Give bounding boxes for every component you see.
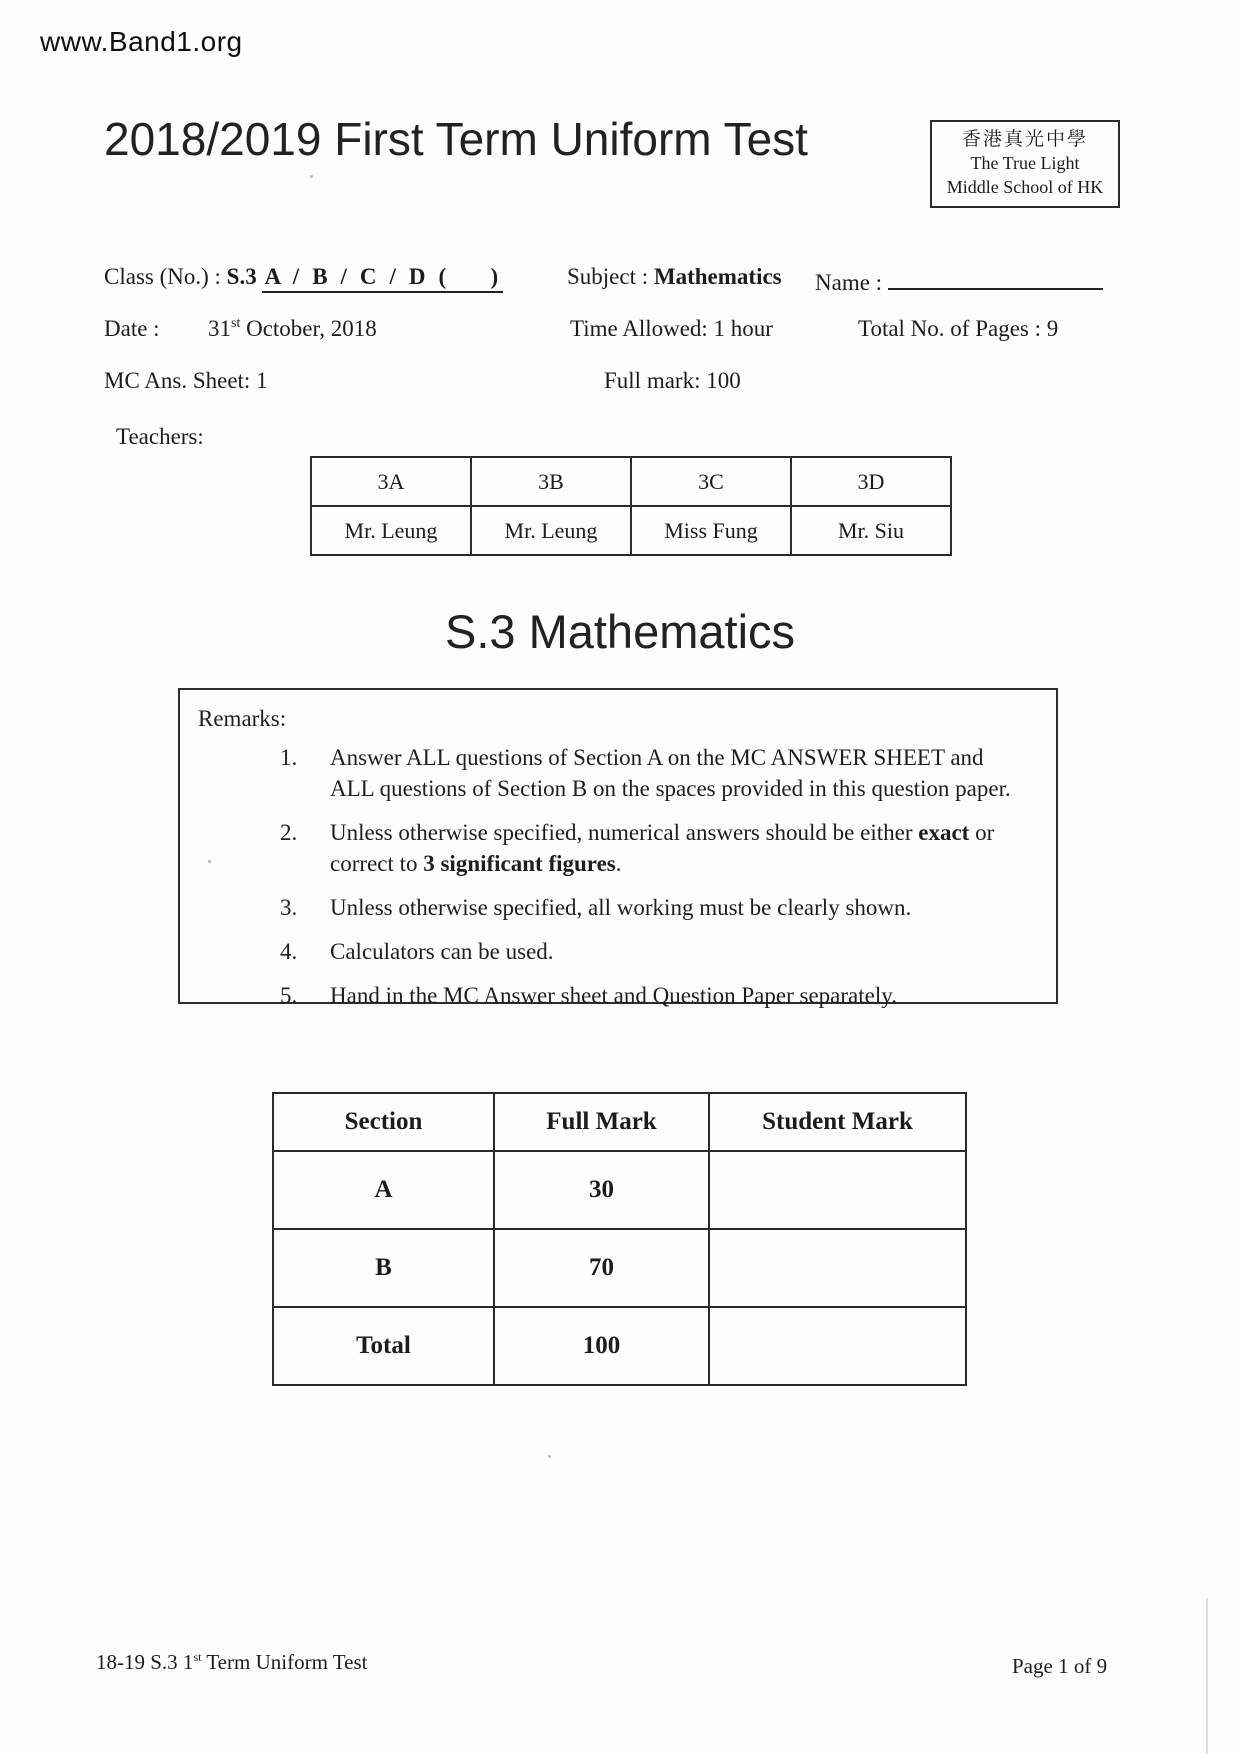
remark-item-3 — [198, 892, 1038, 923]
teachers-name-row — [311, 506, 951, 555]
class-options: A / B / C / D ( ) — [262, 264, 502, 293]
marks-row-b — [273, 1229, 966, 1307]
marks-header-section: Section — [273, 1093, 494, 1151]
remark-number: 4. — [280, 939, 298, 964]
remark-2-text: or — [969, 820, 995, 845]
marks-header-student-mark: Student Mark — [709, 1093, 966, 1151]
name-field — [815, 264, 1103, 296]
remark-2-text: Unless otherwise specified, numerical answers should be either — [330, 820, 919, 845]
remarks-box — [178, 688, 1058, 1008]
subject-field — [567, 264, 782, 290]
teachers-table — [310, 456, 952, 556]
marks-table — [272, 1092, 967, 1386]
remark-item-2 — [198, 817, 1038, 879]
marks-section-total: Total — [273, 1307, 494, 1385]
teacher-class-3c: 3C — [631, 457, 791, 506]
remark-2-text: correct to — [330, 851, 424, 876]
school-name-line2: The True Light — [970, 153, 1080, 174]
remark-2-text: . — [615, 851, 622, 876]
marks-section-b: B — [273, 1229, 494, 1307]
teacher-class-3a: 3A — [311, 457, 471, 506]
remark-text: Unless otherwise specified, all working must be clearly shown. — [330, 895, 912, 920]
teachers-label: Teachers: — [116, 424, 204, 449]
marks-student-total — [709, 1307, 966, 1385]
subject-value: Mathematics — [653, 264, 782, 289]
page-title: 2018/2019 First Term Uniform Test — [104, 113, 808, 165]
remark-text — [330, 742, 1038, 804]
scan-artifact-line — [1206, 1598, 1208, 1754]
footer-page-number: Page 1 of 9 — [1012, 1654, 1108, 1678]
scan-artifact-speck — [310, 175, 313, 178]
name-label: Name : — [815, 270, 888, 295]
marks-full-b: 70 — [494, 1229, 709, 1307]
scan-artifact-speck — [548, 1455, 551, 1458]
remark-item-4 — [198, 936, 1038, 967]
class-field — [104, 264, 503, 293]
class-label: Class (No.) : — [104, 264, 227, 289]
marks-row-a — [273, 1151, 966, 1229]
teacher-name-3c: Miss Fung — [631, 506, 791, 555]
teacher-name-3b: Mr. Leung — [471, 506, 631, 555]
total-pages: Total No. of Pages : 9 — [858, 316, 1059, 341]
date-label: Date : — [104, 316, 160, 341]
remarks-label: Remarks: — [198, 706, 287, 731]
name-blank-line — [888, 264, 1103, 290]
remark-1-line-1: Answer ALL questions of Section A on the MC ANSWER SHEET and — [330, 745, 984, 770]
class-level: S.3 — [226, 264, 257, 289]
teacher-name-3d: Mr. Siu — [791, 506, 951, 555]
remark-number: 2. — [280, 820, 298, 845]
marks-full-a: 30 — [494, 1151, 709, 1229]
remark-2-bold-sigfig: 3 significant figures — [423, 851, 616, 876]
school-stamp — [930, 120, 1120, 208]
footer-left-text: 18-19 S.3 1 — [96, 1650, 194, 1674]
remark-text — [330, 817, 1038, 879]
footer-left-suffix: Term Uniform Test — [201, 1650, 368, 1674]
date-value — [208, 316, 377, 342]
remark-2-bold-exact: exact — [918, 820, 970, 845]
remark-item-1 — [198, 742, 1038, 804]
remark-number: 5. — [280, 983, 298, 1008]
date-rest: October, 2018 — [240, 316, 377, 341]
site-watermark: www.Band1.org — [40, 26, 243, 57]
school-name-chinese: 香港真光中學 — [961, 129, 1088, 150]
marks-row-total — [273, 1307, 966, 1385]
remark-text: Calculators can be used. — [330, 939, 554, 964]
marks-student-b — [709, 1229, 966, 1307]
subject-label: Subject : — [567, 264, 654, 289]
section-title: S.3 Mathematics — [444, 605, 796, 658]
teacher-name-3a: Mr. Leung — [311, 506, 471, 555]
remark-1-line-2: ALL questions of Section B on the spaces provided in this question paper. — [330, 776, 1011, 801]
marks-student-a — [709, 1151, 966, 1229]
teacher-class-3b: 3B — [471, 457, 631, 506]
marks-full-total: 100 — [494, 1307, 709, 1385]
date-day: 31 — [208, 316, 231, 341]
footer-document-id — [96, 1650, 367, 1675]
school-name-line3: Middle School of HK — [946, 176, 1104, 197]
remark-item-5 — [198, 980, 1038, 1011]
footer-ordinal: st — [193, 1650, 202, 1664]
marks-header-row — [273, 1093, 966, 1151]
marks-header-full-mark: Full Mark — [494, 1093, 709, 1151]
remark-number: 1. — [280, 745, 298, 770]
remark-text: Hand in the MC Answer sheet and Question Paper separately. — [330, 983, 897, 1008]
mc-ans-sheet: MC Ans. Sheet: 1 — [104, 368, 268, 393]
marks-section-a: A — [273, 1151, 494, 1229]
teachers-class-row — [311, 457, 951, 506]
scan-artifact-speck — [208, 860, 211, 863]
teacher-class-3d: 3D — [791, 457, 951, 506]
remark-number: 3. — [280, 895, 298, 920]
time-allowed: Time Allowed: 1 hour — [570, 316, 773, 341]
full-mark: Full mark: 100 — [604, 368, 741, 393]
date-ordinal: st — [231, 316, 241, 331]
